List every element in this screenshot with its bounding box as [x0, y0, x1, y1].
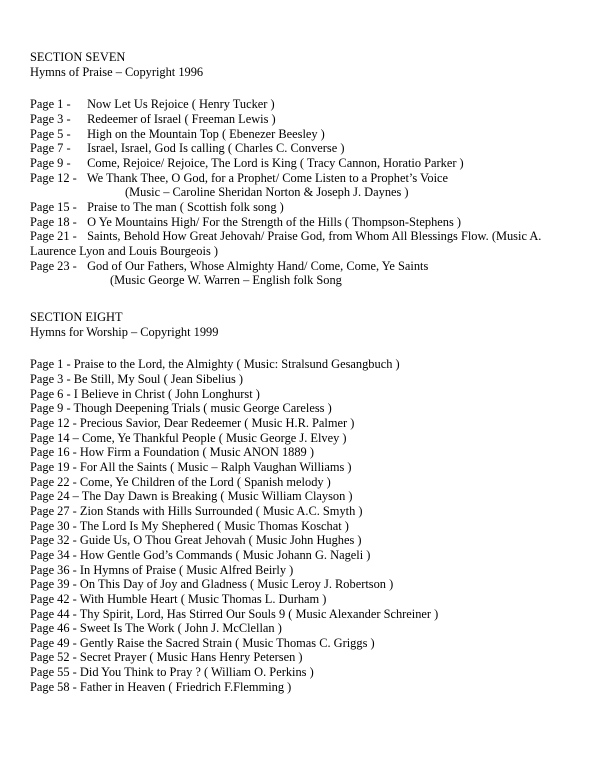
- hymn-entry: [30, 112, 570, 127]
- hymn-page-label: Page 18 -: [30, 214, 77, 229]
- hymn-entry: [30, 215, 570, 230]
- section-block: [30, 50, 570, 288]
- hymn-title: O Ye Mountains High/ For the Strength of the Hills ( Thompson-Stephens ): [87, 214, 461, 229]
- hymn-entry: [30, 460, 570, 475]
- hymn-entry: [30, 607, 570, 622]
- hymn-title: The Lord Is My Shephered ( Music Thomas Koschat ): [79, 518, 349, 533]
- hymn-entry: [30, 504, 570, 519]
- section-subtitle: Hymns of Praise – Copyright 1996: [30, 64, 204, 79]
- hymn-title: On This Day of Joy and Gladness ( Music Leroy J. Robertson ): [79, 577, 394, 592]
- hymn-entry: [30, 475, 570, 490]
- hymn-page-label: Page 24 –: [30, 489, 79, 504]
- hymn-entry: [30, 680, 570, 695]
- hymn-entry: [30, 141, 570, 156]
- hymn-title: The Day Dawn is Breaking ( Music William Clayson ): [81, 489, 353, 504]
- hymn-title: Guide Us, O Thou Great Jehovah ( Music John Hughes ): [79, 533, 362, 548]
- hymn-entry: [30, 548, 570, 563]
- hymn-page-label: Page 6 -: [30, 386, 71, 401]
- hymn-entry: [30, 519, 570, 534]
- hymn-entry: [30, 577, 570, 592]
- hymn-title: Sweet Is The Work ( John J. McClellan ): [79, 621, 282, 636]
- hymn-page-label: Page 7 -: [30, 141, 71, 156]
- hymn-page-label: Page 3 -: [30, 112, 71, 127]
- hymn-title: Israel, Israel, God Is calling ( Charles C. Converse ): [87, 141, 345, 156]
- hymn-entry: [30, 387, 570, 402]
- hymn-page-label: Page 42 -: [30, 591, 77, 606]
- hymn-entry-list: [30, 357, 570, 694]
- hymn-title: Secret Prayer ( Music Hans Henry Petersen ): [79, 650, 303, 665]
- hymn-entry: [30, 97, 570, 112]
- hymn-page-label: Page 5 -: [30, 126, 71, 141]
- hymn-credit-line: (Music – Caroline Sheridan Norton & Joseph J. Daynes ): [125, 185, 409, 200]
- hymn-entry: [30, 445, 570, 460]
- hymn-title: Come, Ye Children of the Lord ( Spanish melody ): [79, 474, 331, 489]
- hymn-title: Come, Ye Thankful People ( Music George J. Elvey ): [81, 430, 347, 445]
- hymn-page-label: Page 52 -: [30, 650, 77, 665]
- hymn-page-label: Page 21 -: [30, 229, 77, 244]
- hymn-entry: [30, 592, 570, 607]
- spacer: [30, 339, 570, 357]
- hymn-title: God of Our Fathers, Whose Almighty Hand/ Come, Come, Ye Saints: [87, 258, 429, 273]
- hymn-title: Precious Savior, Dear Redeemer ( Music H.R. Palmer ): [79, 415, 355, 430]
- hymn-entry: [30, 200, 570, 215]
- hymn-entry: [30, 259, 570, 274]
- section-subtitle: Hymns for Worship – Copyright 1999: [30, 324, 219, 339]
- hymn-title: Be Still, My Soul ( Jean Sibelius ): [73, 372, 244, 386]
- hymn-title: Praise to The man ( Scottish folk song ): [87, 200, 284, 214]
- hymn-title: How Gentle God’s Commands ( Music Johann G. Nageli ): [79, 547, 371, 562]
- hymn-entry-list: [30, 97, 570, 288]
- hymn-title: How Firm a Foundation ( Music ANON 1889 ): [79, 445, 314, 460]
- hymn-page-label: Page 32 -: [30, 533, 77, 548]
- hymn-page-label: Page 9 -: [30, 156, 71, 171]
- hymn-title: Though Deepening Trials ( music George Careless ): [73, 401, 332, 416]
- hymn-title: Praise to the Lord, the Almighty ( Music: Stralsund Gesangbuch ): [73, 357, 400, 372]
- hymn-entry: [30, 229, 570, 258]
- hymn-page-label: Page 9 -: [30, 401, 71, 416]
- sections-container: [30, 50, 570, 694]
- hymn-page-label: Page 46 -: [30, 621, 77, 636]
- hymn-title: Redeemer of Israel ( Freeman Lewis ): [87, 112, 276, 127]
- hymn-entry: [30, 156, 570, 171]
- hymn-entry: [30, 665, 570, 680]
- hymn-page-label: Page 58 -: [30, 679, 77, 694]
- hymn-page-label: Page 34 -: [30, 547, 77, 562]
- hymn-page-label: Page 12 -: [30, 415, 77, 430]
- hymn-title: Zion Stands with Hills Surrounded ( Music A.C. Smyth ): [79, 503, 363, 518]
- hymn-page-label: Page 22 -: [30, 474, 77, 489]
- hymn-page-label: Page 15 -: [30, 200, 77, 214]
- hymn-title: Father in Heaven ( Friedrich F.Flemming ): [79, 679, 292, 694]
- section-heading: SECTION SEVEN: [30, 50, 126, 64]
- hymn-entry: [30, 533, 570, 548]
- hymn-entry: [30, 401, 570, 416]
- hymn-page-label: Page 16 -: [30, 445, 77, 460]
- hymn-title: For All the Saints ( Music – Ralph Vaughan Williams ): [79, 459, 352, 474]
- hymn-title: Gently Raise the Sacred Strain ( Music Thomas C. Griggs ): [79, 635, 375, 650]
- hymn-entry: [30, 171, 570, 186]
- hymn-page-label: Page 44 -: [30, 606, 77, 621]
- hymn-title: We Thank Thee, O God, for a Prophet/ Come Listen to a Prophet’s Voice: [86, 170, 449, 185]
- hymn-page-label: Page 27 -: [30, 503, 77, 518]
- hymn-title: In Hymns of Praise ( Music Alfred Beirly ): [79, 562, 294, 577]
- hymn-page-label: Page 39 -: [30, 577, 77, 592]
- hymn-title: High on the Mountain Top ( Ebenezer Beesley ): [87, 126, 325, 141]
- hymn-page-label: Page 14 –: [30, 430, 79, 445]
- hymn-entry: [30, 563, 570, 578]
- hymn-title: Now Let Us Rejoice ( Henry Tucker ): [87, 97, 275, 112]
- hymn-page-label: Page 36 -: [30, 562, 77, 577]
- hymn-entry: [30, 127, 570, 142]
- hymn-credit-line: (Music George W. Warren – English folk Song: [110, 273, 342, 288]
- hymn-entry: [30, 636, 570, 651]
- hymn-title: With Humble Heart ( Music Thomas L. Durham ): [79, 591, 327, 606]
- hymn-page-label: Page 3 -: [30, 372, 71, 386]
- hymn-entry: [30, 372, 570, 387]
- hymn-page-label: Page 49 -: [30, 635, 77, 650]
- hymn-title: Did You Think to Pray ? ( William O. Perkins ): [79, 665, 314, 680]
- hymn-page-label: Page 19 -: [30, 459, 77, 474]
- hymn-title: Thy Spirit, Lord, Has Stirred Our Souls 9 ( Music Alexander Schreiner ): [79, 606, 439, 621]
- hymn-entry: [30, 621, 570, 636]
- hymn-page-label: Page 1 -: [30, 97, 71, 112]
- hymn-title: Come, Rejoice/ Rejoice, The Lord is King ( Tracy Cannon, Horatio Parker ): [87, 156, 464, 171]
- hymn-entry: [30, 489, 570, 504]
- hymn-title: I Believe in Christ ( John Longhurst ): [73, 386, 260, 401]
- section-block: [30, 310, 570, 695]
- hymn-page-label: Page 1 -: [30, 357, 71, 372]
- hymn-entry: [30, 431, 570, 446]
- hymn-page-label: Page 55 -: [30, 665, 77, 680]
- hymn-page-label: Page 23 -: [30, 258, 77, 273]
- hymn-title: Saints, Behold How Great Jehovah/ Praise God, from Whom All Blessings Flow. (Music A. Laurence Lyon and Louis Bourgeois ): [30, 229, 542, 258]
- hymn-page-label: Page 12 -: [30, 170, 77, 185]
- spacer: [30, 288, 570, 310]
- hymn-entry: [30, 416, 570, 431]
- spacer: [30, 79, 570, 97]
- hymn-page-label: Page 30 -: [30, 518, 77, 533]
- section-heading: SECTION EIGHT: [30, 309, 123, 324]
- hymn-entry: [30, 650, 570, 665]
- hymn-entry: [30, 357, 570, 372]
